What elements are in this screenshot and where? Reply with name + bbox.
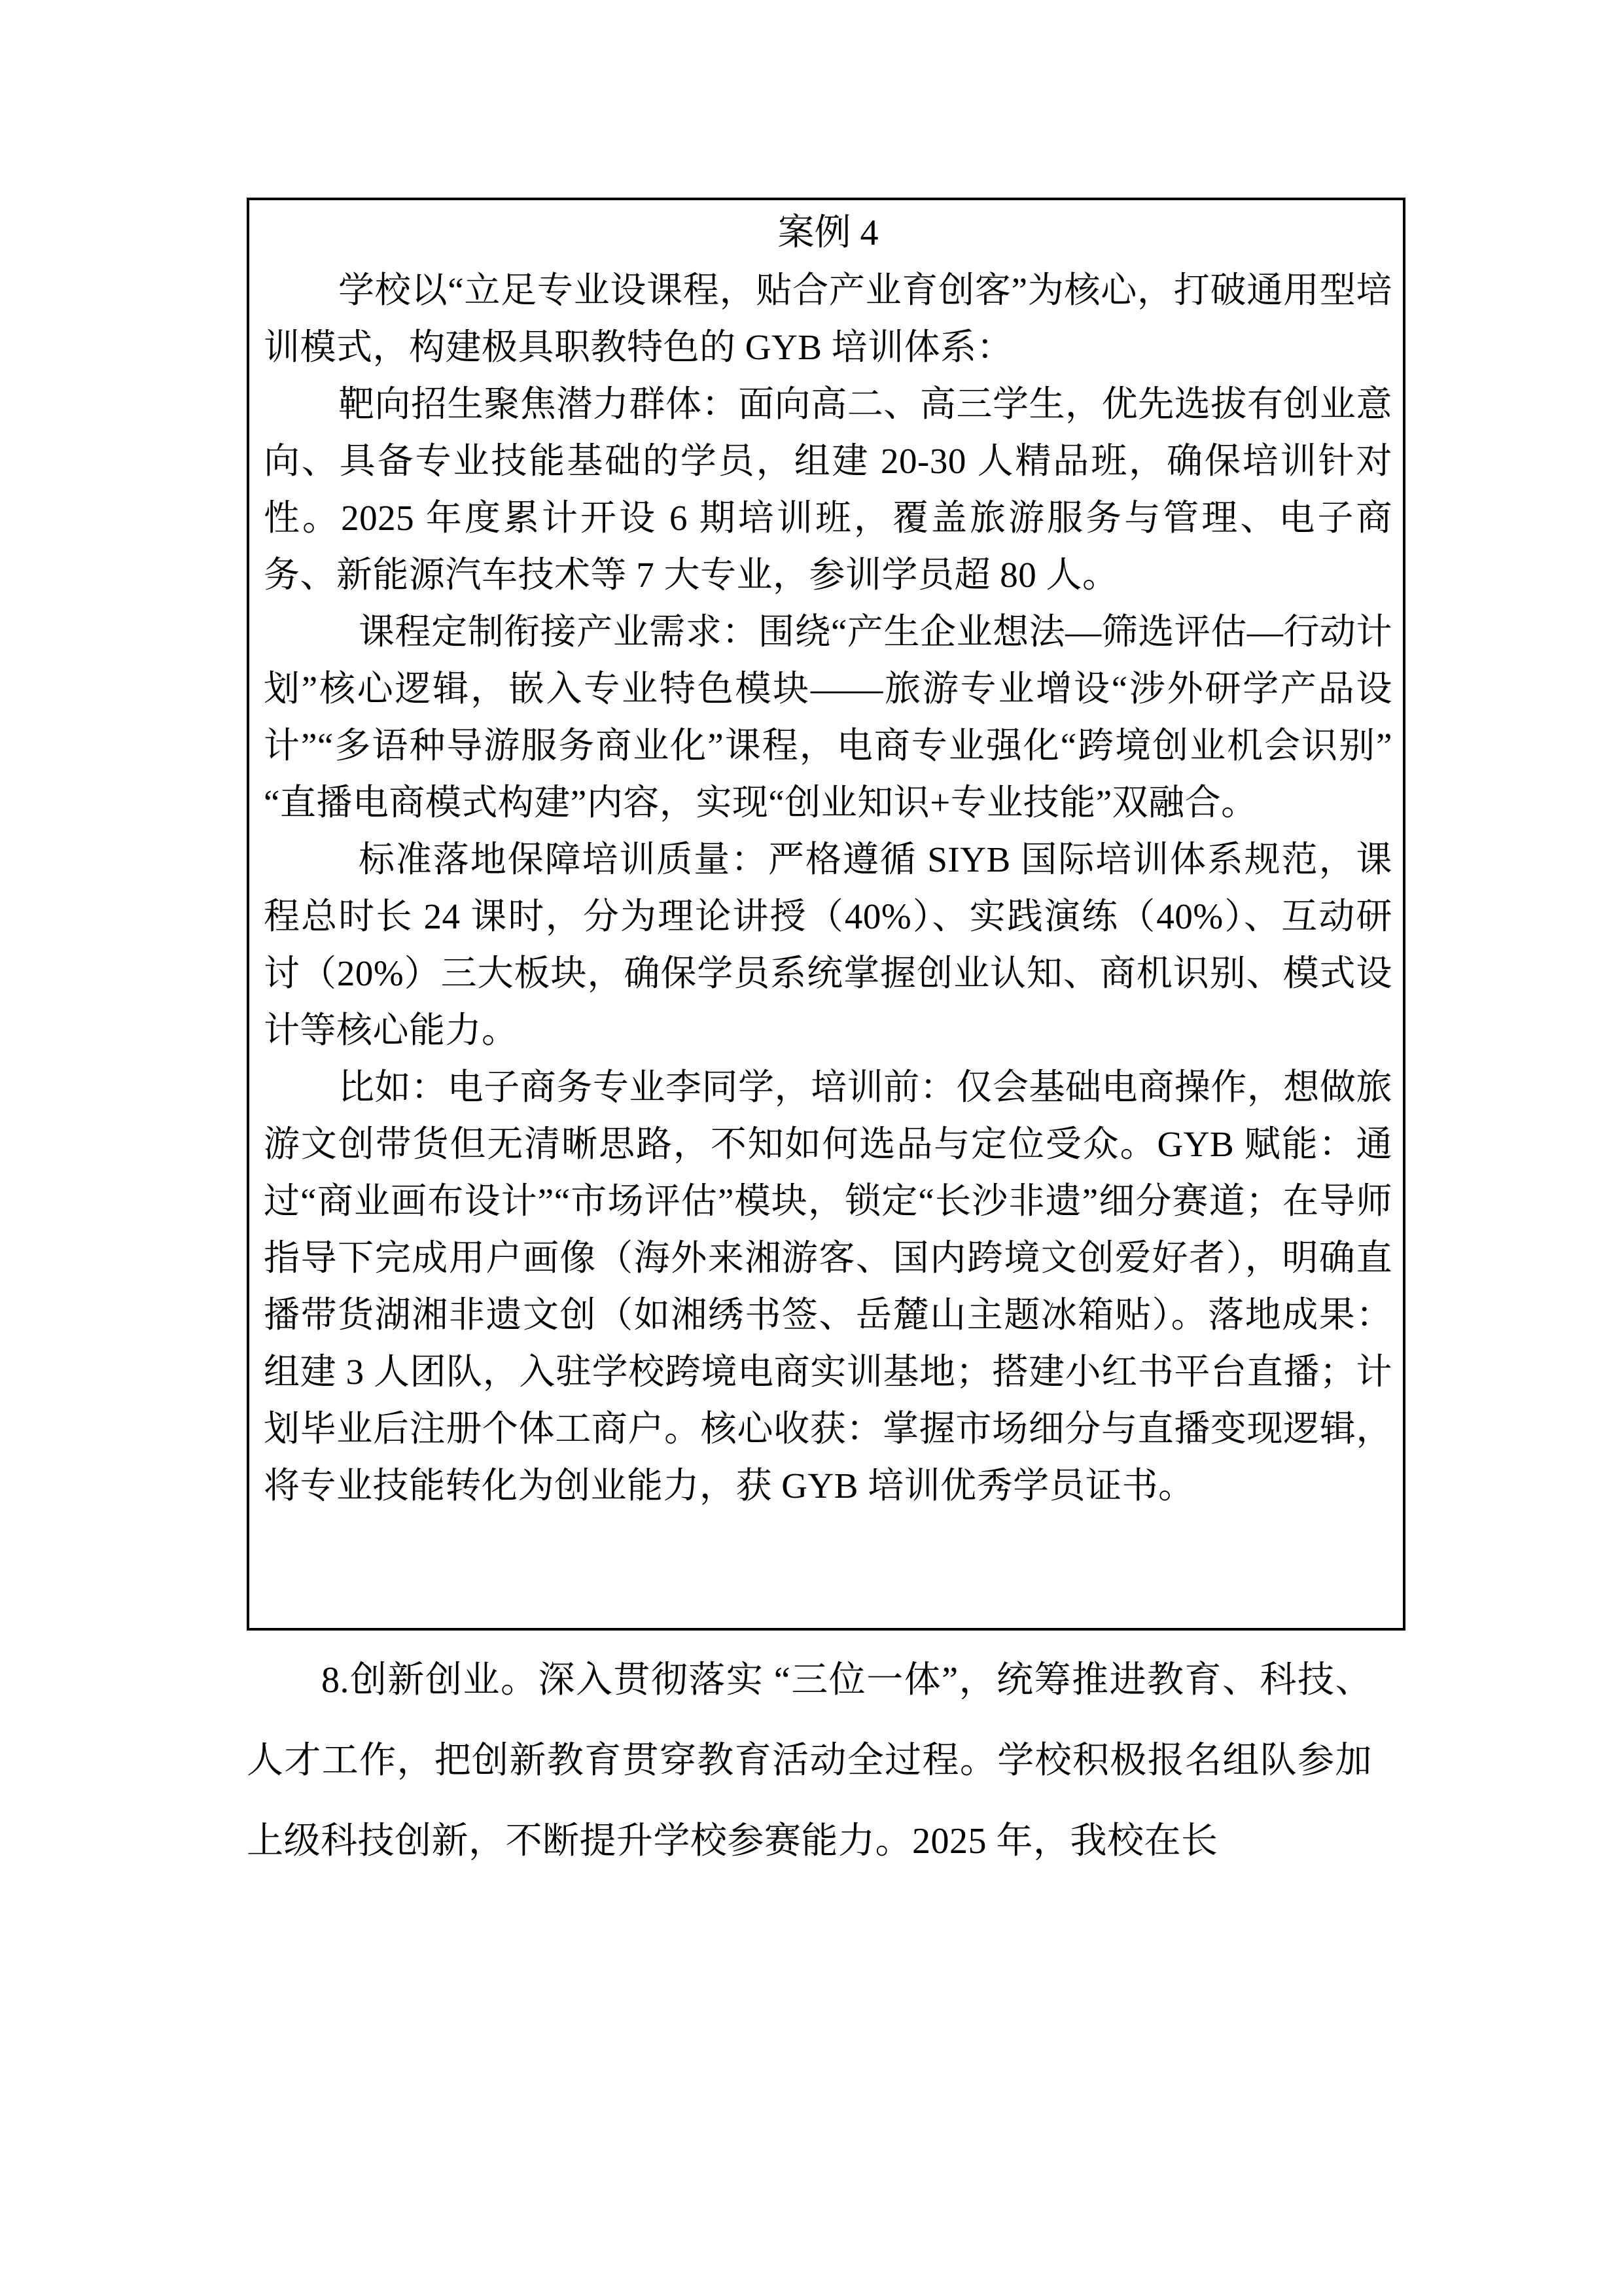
case-box-paragraph-recruitment: 靶向招生聚焦潜力群体：面向高二、高三学生，优先选拔有创业意向、具备专业技能基础的学员，组建 20-30 人精品班，确保培训针对性。2025 年度累计开设 6 期培训班，覆盖旅游服务与管理、电子商务、新能源汽车技术等 7 大专业，参训学员超 80 人。 — [264, 384, 1392, 595]
case-box-title: 案例 4 — [777, 213, 879, 253]
case-box — [247, 198, 1405, 1631]
case-box-paragraph-curriculum: 课程定制衔接产业需求：围绕“产生企业想法—筛选评估—行动计划”核心逻辑，嵌入专业特色模块——旅游专业增设“涉外研学产品设计”“多语种导游服务商业化”课程，电商专业强化“跨境创业机会识别”“直播电商模式构建”内容，实现“创业知识+专业技能”双融合。 — [264, 612, 1392, 822]
case-box-paragraph-intro: 学校以“立足专业设课程，贴合产业育创客”为核心，打破通用型培训模式，构建极具职教特色的 GYB 培训体系： — [264, 270, 1392, 367]
body-paragraph-innovation: 8.创新创业。深入贯彻落实 “三位一体”，统筹推进教育、科技、人才工作，把创新教育贯穿教育活动全过程。学校积极报名组队参加上级科技创新，不断提升学校参赛能力。2025 年，我校在长 — [247, 1660, 1372, 1862]
case-box-paragraph-example: 比如：电子商务专业李同学，培训前：仅会基础电商操作，想做旅游文创带货但无清晰思路，不知如何选品与定位受众。GYB 赋能：通过“商业画布设计”“市场评估”模块，锁定“长沙非遗”细分赛道；在导师指导下完成用户画像（海外来湘游客、国内跨境文创爱好者），明确直播带货湖湘非遗文创（如湘绣书签、岳麓山主题冰箱贴）。落地成果：组建 3 人团队，入驻学校跨境电商实训基地；搭建小红书平台直播；计划毕业后注册个体工商户。核心收获：掌握市场细分与直播变现逻辑，将专业技能转化为创业能力，获 GYB 培训优秀学员证书。 — [264, 1067, 1392, 1506]
case-box-paragraph-standards: 标准落地保障培训质量：严格遵循 SIYB 国际培训体系规范，课程总时长 24 课时，分为理论讲授（40%）、实践演练（40%）、互动研讨（20%）三大板块，确保学员系统掌握创业认知、商机识别、模式设计等核心能力。 — [264, 839, 1392, 1050]
